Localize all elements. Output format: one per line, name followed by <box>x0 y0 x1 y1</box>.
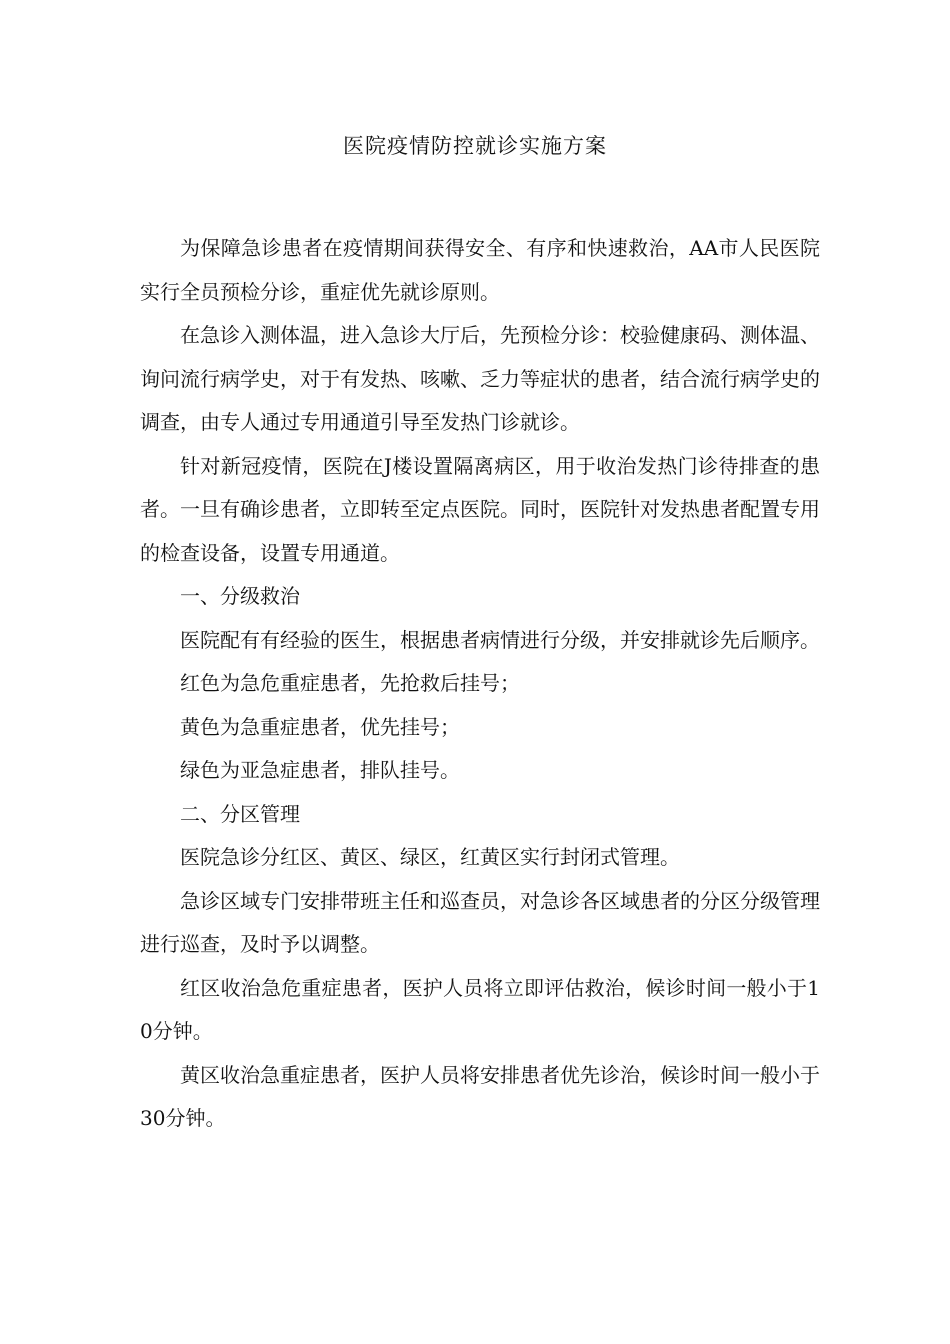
paragraph-zone-inspection: 急诊区域专门安排带班主任和巡查员，对急诊各区域患者的分区分级管理进行巡查，及时予以调整。 <box>140 888 820 956</box>
paragraph-red-level: 红色为急危重症患者，先抢救后挂号； <box>180 671 520 695</box>
document-body <box>140 227 820 1141</box>
paragraph-yellow-level: 黄色为急重症患者，优先挂号； <box>180 714 460 739</box>
paragraph-intro: 为保障急诊患者在疫情期间获得安全、有序和快速救治，AA市人民医院实行全员预检分诊，重症优先就诊原则。 <box>140 236 820 304</box>
section-heading-zone-management: 二、分区管理 <box>180 801 300 826</box>
paragraph-green-level: 绿色为亚急症患者，排队挂号。 <box>180 758 460 782</box>
paragraph-triage-process: 在急诊入测体温，进入急诊大厅后，先预检分诊：校验健康码、测体温、询问流行病学史，对于有发热、咳嗽、乏力等症状的患者，结合流行病学史的调查，由专人通过专用通道引导至发热门诊就诊。 <box>140 323 820 434</box>
paragraph-zones: 医院急诊分红区、黄区、绿区，红黄区实行封闭式管理。 <box>180 845 680 869</box>
paragraph-grading: 医院配有有经验的医生，根据患者病情进行分级，并安排就诊先后顺序。 <box>180 627 820 652</box>
paragraph-red-zone: 红区收治急危重症患者，医护人员将立即评估救治，候诊时间一般小于10分钟。 <box>140 975 820 1043</box>
section-heading-graded-treatment: 一、分级救治 <box>180 584 300 608</box>
document-title: 医院疫情防控就诊实施方案 <box>343 134 607 158</box>
paragraph-isolation-ward: 针对新冠疫情，医院在J楼设置隔离病区，用于收治发热门诊待排查的患者。一旦有确诊患者，立即转至定点医院。同时，医院针对发热患者配置专用的检查设备，设置专用通道。 <box>140 453 820 565</box>
paragraph-yellow-zone: 黄区收治急重症患者，医护人员将安排患者优先诊治，候诊时间一般小于30分钟。 <box>140 1062 820 1130</box>
